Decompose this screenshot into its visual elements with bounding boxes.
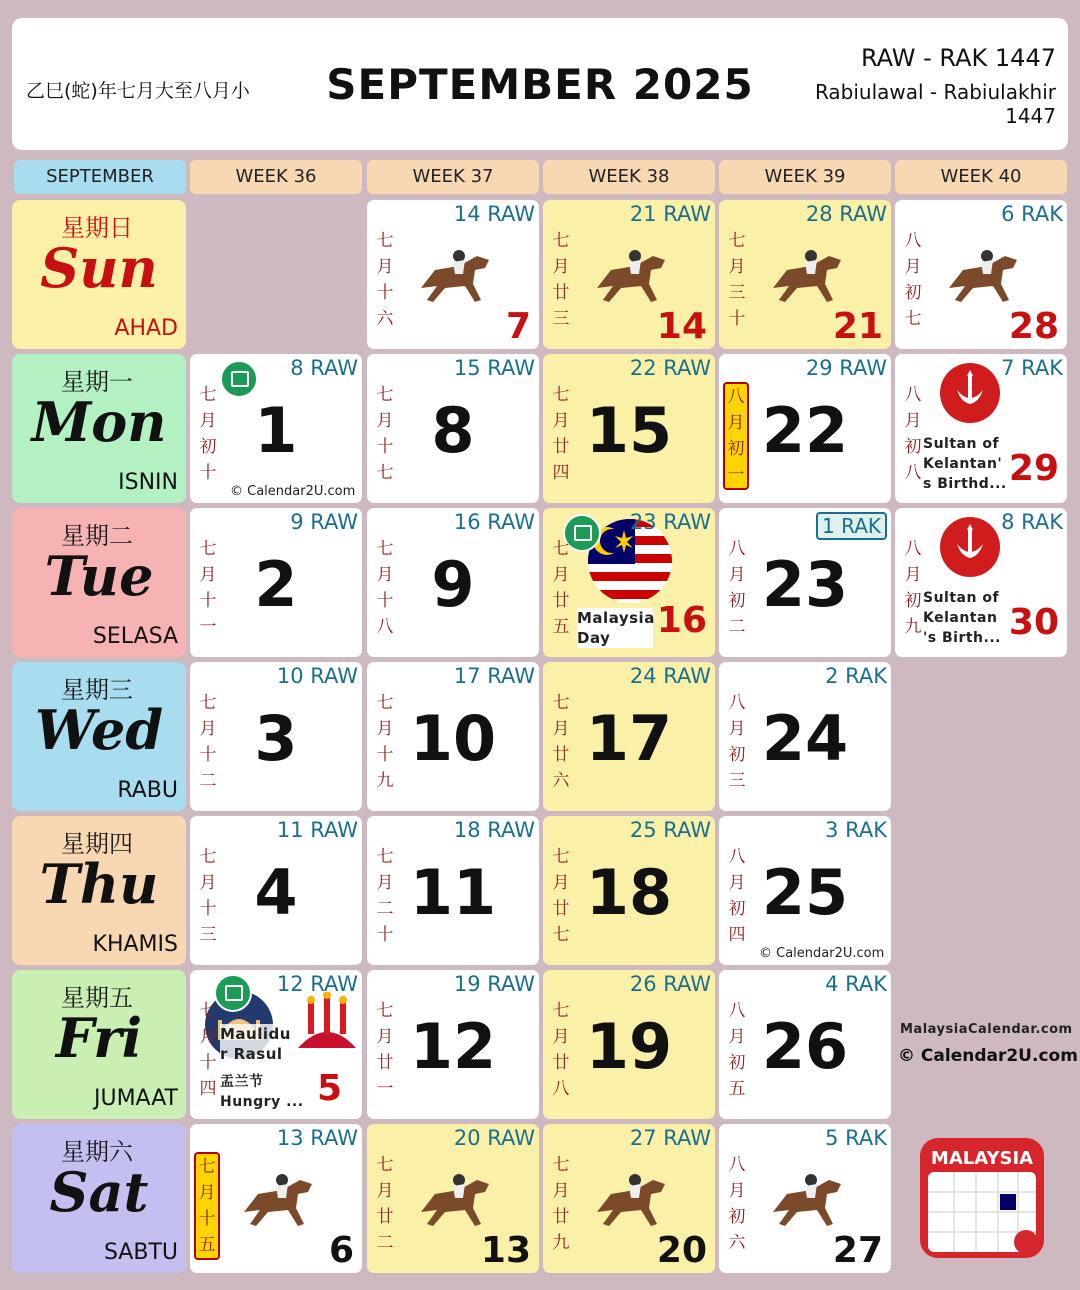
hijri-date: 18 RAW [453,818,535,842]
kelantan-emblem-icon [939,516,1001,578]
calendar-header [12,18,1068,150]
lunar-date: 七月十七 [376,385,394,483]
horse-racing-icon [415,240,497,312]
lunar-date-highlight: 八月初一 [723,382,749,490]
day-label-zh: 星期六 [61,1138,133,1166]
date-number: 29 [1008,448,1059,489]
calendar-day-29[interactable] [895,354,1067,503]
date-number: 4 [254,856,298,929]
lunar-date: 八月初四 [728,847,746,945]
horse-racing-icon [415,1164,497,1236]
hijri-date: 26 RAW [629,972,711,996]
hijri-date: 8 RAK [1001,510,1063,534]
day-label-zh: 星期三 [61,676,133,704]
hijri-date: 27 RAW [629,1126,711,1150]
day-label-zh: 星期一 [61,368,133,396]
holiday-label: Malaysia Day [577,609,655,647]
hijri-date: 16 RAW [453,510,535,534]
day-label-ms: JUMAAT [93,1086,178,1111]
week-40-header: WEEK 40 [895,160,1067,194]
hijri-long-label: Rabiulawal - Rabiulakhir 1447 [814,80,1056,128]
hijri-date: 24 RAW [629,664,711,688]
lunar-date: 七月十九 [376,693,394,791]
calendar-day-7[interactable] [367,200,539,349]
calendar-day-12[interactable] [367,970,539,1119]
date-number: 18 [585,856,673,929]
hijri-date: 6 RAK [1001,202,1063,226]
kelantan-emblem-icon [939,362,1001,424]
day-label-zh: 星期四 [61,830,133,858]
copyright-credit: © Calendar2U.com [898,1046,1078,1066]
date-number: 26 [761,1010,849,1083]
hijri-date: 8 RAW [290,356,358,380]
lunar-date: 八月初五 [728,1001,746,1099]
hijri-date: 13 RAW [276,1126,358,1150]
calendar-day-5[interactable] [190,970,362,1119]
lunar-date: 七月廿三 [552,231,570,329]
hijri-date: 23 RAW [629,510,711,534]
date-number: 23 [761,548,849,621]
day-label-ms: KHAMIS [92,932,178,957]
date-number: 20 [656,1230,707,1271]
page-title: SEPTEMBER 2025 [326,60,754,109]
calendar-day-10[interactable] [367,662,539,811]
lunar-date: 七月廿七 [552,847,570,945]
hijri-date: 29 RAW [805,356,887,380]
date-number: 9 [431,548,475,621]
hijri-short-label: RAW - RAK 1447 [860,44,1056,72]
horse-racing-icon [767,240,849,312]
day-label-zh: 星期日 [61,214,133,242]
day-label-en: Tue [44,544,154,608]
hijri-date: 15 RAW [453,356,535,380]
calendar-day-8[interactable] [367,354,539,503]
hijri-date: 4 RAK [825,972,887,996]
hijri-date: 7 RAK [1001,356,1063,380]
day-label-en: Mon [31,390,167,454]
day-label-en: Thu [39,852,159,916]
day-label-en: Sun [40,236,158,300]
lunar-date: 七月廿一 [376,1001,394,1099]
date-number: 27 [832,1230,883,1271]
date-number: 22 [761,394,849,467]
date-number: 3 [254,702,298,775]
date-number: 1 [254,394,298,467]
watermark-text: © Calendar2U.com [230,484,356,499]
calendar-event-icon [214,974,252,1012]
hijri-date: 3 RAK [825,818,887,842]
calendar-day-30[interactable] [895,508,1067,657]
day-label-zh: 星期二 [61,522,133,550]
calendar-day-25[interactable] [719,816,891,965]
day-label-ms: ISNIN [118,470,178,495]
day-label-ms: SABTU [103,1240,178,1265]
lunar-date: 七月十六 [376,231,394,329]
calendar-day-22[interactable] [719,354,891,503]
date-number: 11 [409,856,497,929]
calendar-day-15[interactable] [543,354,715,503]
lunar-date: 七月廿四 [552,385,570,483]
date-number: 8 [431,394,475,467]
calendar-day-24[interactable] [719,662,891,811]
day-header-friday [12,970,186,1119]
date-number: 5 [316,1068,342,1109]
calendar-day-3[interactable] [190,662,362,811]
calendar-day-28[interactable] [895,200,1067,349]
lunar-date: 七月三十 [728,231,746,329]
day-label-zh: 星期五 [61,984,133,1012]
lunar-date: 七月二十 [376,847,394,945]
logo-label: MALAYSIA [930,1148,1034,1169]
day-header-saturday [12,1124,186,1273]
hijri-month-start: 1 RAK [816,512,887,540]
lunar-date: 八月初八 [904,385,922,483]
calendar-day-19[interactable] [543,970,715,1119]
calendar-day-20[interactable] [543,1124,715,1273]
hijri-date: 12 RAW [276,972,358,996]
date-number: 24 [761,702,849,775]
horse-racing-icon [943,240,1025,312]
calendar-day-27[interactable] [719,1124,891,1273]
calendar-day-11[interactable] [367,816,539,965]
lunar-date: 七月十二 [199,693,217,791]
calendar-event-icon [220,360,258,398]
lunar-month-range: 乙巳(蛇)年七月大至八月小 [26,80,250,102]
lunar-date: 七月廿八 [552,1001,570,1099]
lunar-date-highlight: 七月十五 [194,1152,220,1260]
hijri-date: 21 RAW [629,202,711,226]
holiday-label: Sultan of Kelantan' s Birthd... [923,436,1007,492]
lunar-date: 七月廿二 [376,1155,394,1253]
day-label-en: Sat [49,1160,149,1224]
date-number: 19 [585,1010,673,1083]
lunar-date: 七月廿五 [552,539,570,637]
calendar-day-14[interactable] [543,200,715,349]
calendar-day-4[interactable] [190,816,362,965]
calendar-day-17[interactable] [543,662,715,811]
date-number: 16 [656,600,707,641]
date-number: 28 [1008,306,1059,347]
calendar-day-18[interactable] [543,816,715,965]
day-header-tuesday [12,508,186,657]
hijri-date: 17 RAW [453,664,535,688]
calendar-day-16[interactable] [543,508,715,657]
hijri-date: 5 RAK [825,1126,887,1150]
holiday-label-secondary: 盂兰节 Hungry ... [220,1074,304,1110]
date-number: 14 [656,306,707,347]
date-number: 12 [409,1010,497,1083]
date-number: 21 [832,306,883,347]
week-37-header: WEEK 37 [367,160,539,194]
lunar-date: 七月初十 [199,385,217,483]
week-38-header: WEEK 38 [543,160,715,194]
date-number: 17 [585,702,673,775]
hijri-date: 19 RAW [453,972,535,996]
date-number: 6 [328,1230,354,1271]
day-label-ms: SELASA [92,624,178,649]
date-number: 10 [409,702,497,775]
calendar-day-23[interactable] [719,508,891,657]
watermark-text: © Calendar2U.com [759,946,885,961]
holiday-label: Maulidu r Rasul [220,1025,291,1063]
hijri-date: 9 RAW [290,510,358,534]
hijri-date: 2 RAK [825,664,887,688]
calendar-day-1[interactable] [190,354,362,503]
calendar-day-2[interactable] [190,508,362,657]
day-header-monday [12,354,186,503]
holiday-label: Sultan of Kelantan 's Birth... [923,590,1001,646]
day-header-thursday [12,816,186,965]
lunar-date: 八月初二 [728,539,746,637]
lunar-date: 八月初七 [904,231,922,329]
date-number: 25 [761,856,849,929]
day-label-en: Wed [34,698,164,762]
hijri-date: 28 RAW [805,202,887,226]
day-label-en: Fri [55,1006,143,1070]
horse-racing-icon [238,1164,320,1236]
calendar-day-21[interactable] [719,200,891,349]
day-header-sunday [12,200,186,349]
lunar-date: 七月廿六 [552,693,570,791]
malaysia-calendar-app-logo[interactable] [918,1136,1046,1260]
day-label-ms: RABU [117,778,178,803]
hijri-date: 14 RAW [453,202,535,226]
calendar-day-26[interactable] [719,970,891,1119]
day-label-ms: AHAD [114,316,178,341]
date-number: 2 [254,548,298,621]
hijri-date: 22 RAW [629,356,711,380]
hijri-date: 25 RAW [629,818,711,842]
lunar-date: 八月初六 [728,1155,746,1253]
calendar-day-13[interactable] [367,1124,539,1273]
date-number: 15 [585,394,673,467]
hungry-ghost-festival-icon [294,992,360,1052]
date-number: 7 [505,306,531,347]
week-39-header: WEEK 39 [719,160,891,194]
hijri-date: 11 RAW [276,818,358,842]
lunar-date: 八月初九 [904,539,922,637]
horse-racing-icon [591,240,673,312]
site-credit: MalaysiaCalendar.com [900,1022,1073,1037]
lunar-date: 七月十一 [199,539,217,637]
day-header-wednesday [12,662,186,811]
date-number: 13 [480,1230,531,1271]
lunar-date: 七月十三 [199,847,217,945]
horse-racing-icon [591,1164,673,1236]
calendar-day-6[interactable] [190,1124,362,1273]
lunar-date: 七月十四 [199,1001,217,1099]
lunar-date: 八月初三 [728,693,746,791]
horse-racing-icon [767,1164,849,1236]
calendar-day-9[interactable] [367,508,539,657]
hijri-date: 20 RAW [453,1126,535,1150]
date-number: 30 [1008,602,1059,643]
month-label: SEPTEMBER [14,160,186,194]
lunar-date: 七月十八 [376,539,394,637]
hijri-date: 10 RAW [276,664,358,688]
week-36-header: WEEK 36 [190,160,362,194]
lunar-date: 七月廿九 [552,1155,570,1253]
